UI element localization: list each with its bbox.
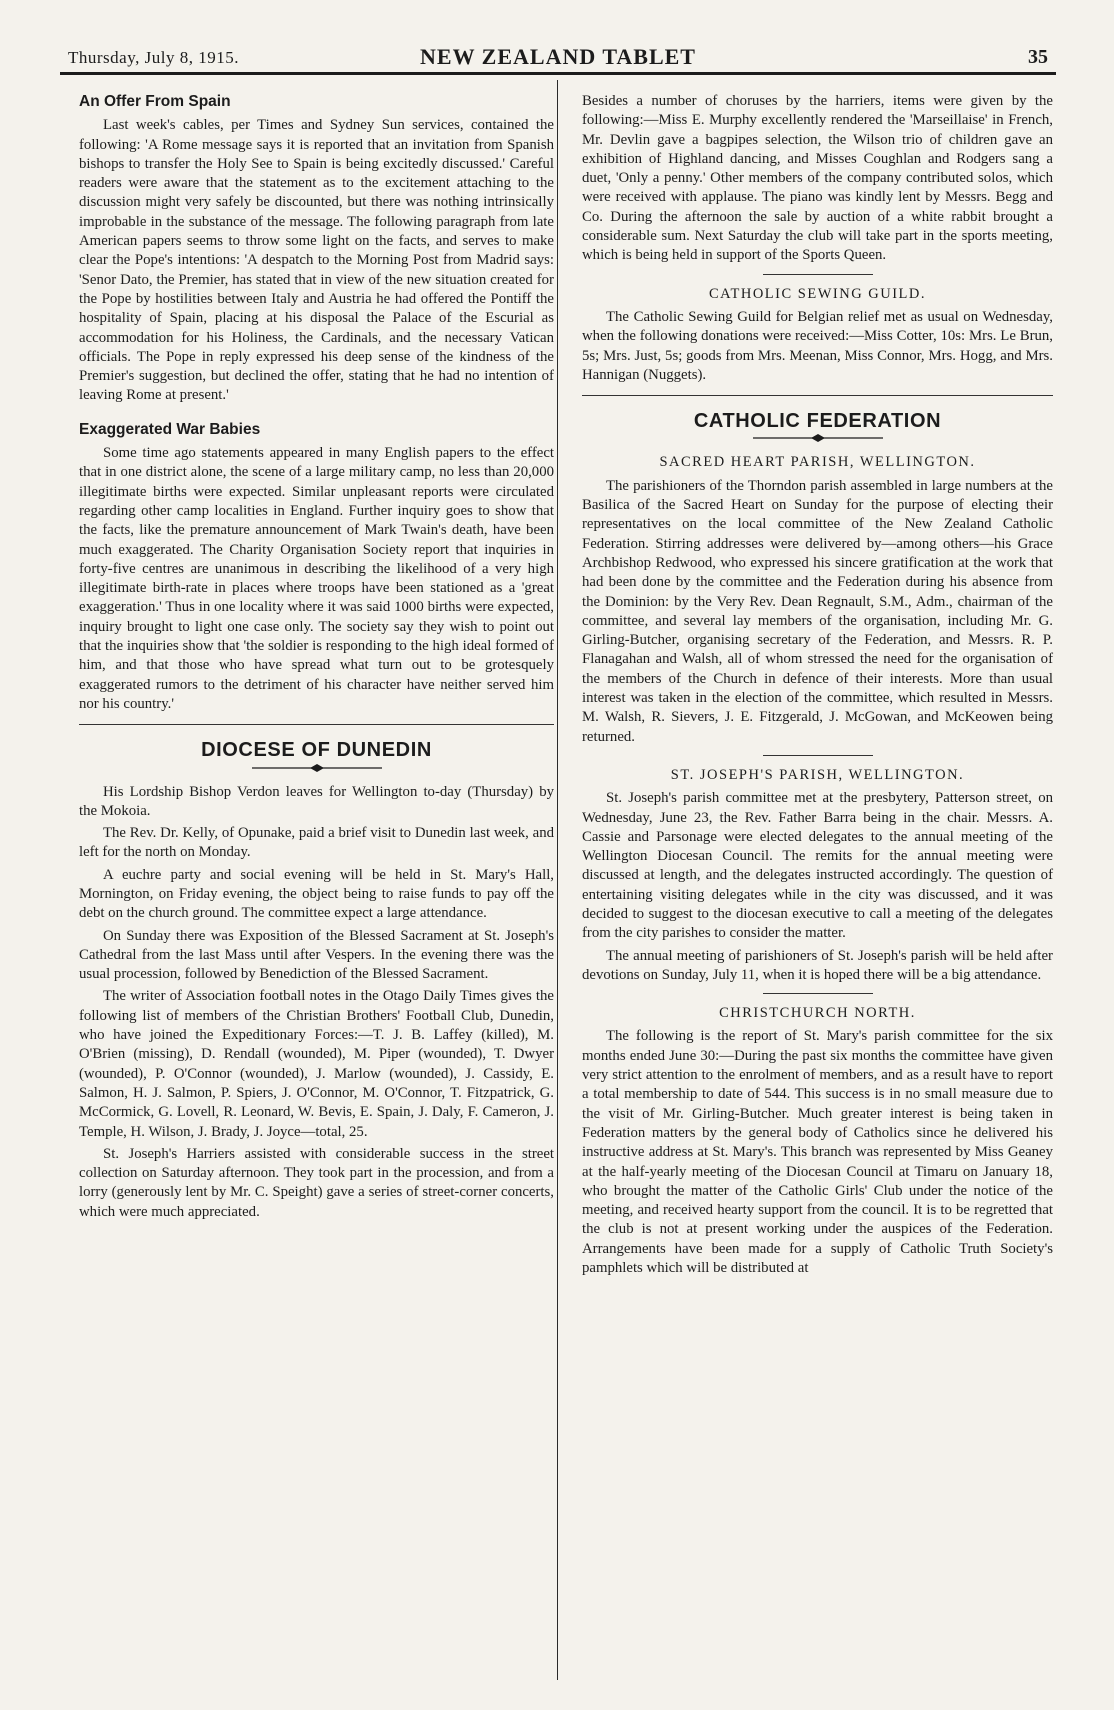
dunedin-paragraph: St. Joseph's Harriers assisted with considerable success in the street collection on Saturday afternoon. They took part in the procession, and from a lorry (generously lent by Mr. C. Speight) gave a series of street-corner concerts, which were much appreciated. xyxy=(79,1145,554,1220)
offer-from-spain-heading: An Offer From Spain xyxy=(79,93,231,110)
christchurch-north-paragraph: The following is the report of St. Mary's parish committee for the six months ended June 30:—During the past six months the committee have given very strict attention to the enrolment of members, and as a result have to report a total membership to date of 544. This success is in no small measure due to the visit of Mr. Girling-Butcher. Much greater interest is being taken in Federation matters by the general body of Catholics since he delivered his instructive address at St. Mary's. This branch was represented by Miss Geaney at the half-yearly meeting of the Diocesan Council at Timaru on January 18, who brought the matter of the Catholic Girls' Club under the notice of the meeting, and received hearty support from the council. It is to be regretted that the club is not at present working under the auspices of the Federation. Arrangements have been made for a supply of Catholic Truth Society's pamphlets which will be distributed at xyxy=(582,1028,1053,1277)
diocese-of-dunedin-heading: DIOCESE OF DUNEDIN xyxy=(201,739,432,762)
sacred-heart-heading: SACRED HEART PARISH, WELLINGTON. xyxy=(659,454,976,471)
dunedin-paragraph: The Rev. Dr. Kelly, of Opunake, paid a brief visit to Dunedin last week, and left for the north on Monday. xyxy=(79,825,554,861)
catholic-federation-heading: CATHOLIC FEDERATION xyxy=(693,410,942,433)
right-column xyxy=(582,92,1053,1281)
left-column xyxy=(79,92,554,1225)
page-number: 35 xyxy=(1028,46,1048,68)
st-joseph-paragraph: St. Joseph's parish committee met at the presbytery, Patterson street, on Wednesday, June 23, the Rev. Father Barra being in the chair. Messrs. A. Cassie and Parsonage were elected delegates to the annual meeting of the Wellington Diocesan Council. The remits for the annual meeting were discussed at length, and the delegates instructed accordingly. The question of entertaining visiting delegates while in the city was discussed, and it was decided to suggest to the diocesan executive to call a meeting of the delegates from the city parishes to consider the matter. xyxy=(582,790,1053,942)
masthead: NEW ZEALAND TABLET xyxy=(420,44,696,69)
dunedin-paragraph: The writer of Association football notes in the Otago Daily Times gives the following list of members of the Christian Brothers' Football Club, Dunedin, who have joined the Expeditionary Forces:—T. J. B. Laffey (killed), M. O'Brien (missing), D. Rendall (wounded), M. Piper (wounded), T. Dwyer (wounded), P. O'Connor (wounded), J. Marlow (wounded), J. Cassidy, E. Salmon, H. J. Salmon, P. Spiers, J. O'Connor, M. O'Connor, T. Fitzpatrick, G. McCormick, G. Lovell, R. Leonard, W. Bevis, E. Spain, J. Daly, F. Cameron, J. Temple, H. Wilson, J. Brady, J. Joyce—total, 25. xyxy=(79,988,554,1140)
sewing-guild-heading: CATHOLIC SEWING GUILD. xyxy=(708,285,927,302)
column-divider xyxy=(557,80,558,1680)
section-rule xyxy=(763,755,873,756)
war-babies-heading: Exaggerated War Babies xyxy=(79,420,261,438)
section-rule xyxy=(79,724,554,725)
section-rule xyxy=(763,993,873,994)
sewing-guild-paragraph: The Catholic Sewing Guild for Belgian relief met as usual on Wednesday, when the following donations were received:—Miss Cotter, 10s: Mrs. Le Brun, 5s; Mrs. Just, 5s; goods from Mrs. Meenan, Miss Connor, Mrs. Hogg, and Mrs. Hannigan (Nuggets). xyxy=(582,308,1053,383)
heading-ornament-icon xyxy=(252,763,382,773)
heading-ornament-icon xyxy=(753,433,883,443)
section-rule xyxy=(582,395,1053,396)
st-joseph-heading: ST. JOSEPH'S PARISH, WELLINGTON. xyxy=(670,766,965,783)
sacred-heart-paragraph: The parishioners of the Thorndon parish assembled in large numbers at the Basilica of the Sacred Heart on Sunday for the purpose of electing their representatives on the local committee of the New Zealand Catholic Federation. Stirring addresses were delivered by—among others—his Grace Archbishop Redwood, who expressed his sincere gratification at the work that had been done by the committee and the Federation during his absence from the Dominion: by the Very Rev. Dean Regnault, S.M., Adm., chairman of the committee, and several lay members of the organisation, including Mr. G. Girling-Butcher, organising secretary of the Federation, and Messrs. R. P. Flanagahan and Walsh, all of whom stressed the need for the organisation of the members of the Church in defence of their interests. More than usual interest was taken in the election of the committee, which resulted in Messrs. M. Walsh, R. Sievers, J. E. Fitzgerald, J. McGowan, and McKeowen being returned. xyxy=(582,477,1053,745)
section-rule xyxy=(763,274,873,275)
st-joseph-paragraph: The annual meeting of parishioners of St. Joseph's parish will be held after devotions on Sunday, July 11, when it is hoped there will be a big attendance. xyxy=(582,947,1053,983)
offer-from-spain-paragraph: Last week's cables, per Times and Sydney Sun services, contained the following: 'A Rome message says it is reported that an invitation from Spanish bishops to transfer the Holy See to Spain is being excitedly discussed.' Careful readers were aware that the statement as to the excitement attaching to the discussion might very safely be discounted, but there was nothing intrinsically improbable in the substance of the message. The following paragraph from late American papers seems to throw some light on the facts, and serves to make clear the Pope's intentions: 'A despatch to the Morning Post from Madrid says: 'Senor Dato, the Premier, has stated that in view of the new situation created for the Pope by hostilities between Italy and Austria he had offered the Pontiff the hospitality of Spain, placing at his disposal the Palace of the Escurial as accommodation for his Holiness, the Cardinals, and the necessary Vatican officials. The Pope in reply expressed his deep sense of the kindness of the Premier's suggestion, but declined the offer, stating that he had no intention of leaving Rome at present.' xyxy=(79,117,554,404)
dunedin-paragraph: His Lordship Bishop Verdon leaves for Wellington to-day (Thursday) by the Mokoia. xyxy=(79,783,554,819)
harriers-continued-paragraph: Besides a number of choruses by the harriers, items were given by the following:—Miss E. Murphy excellently rendered the 'Marseillaise' in French, Mr. Devlin gave a bagpipes selection, the Wilson trio of children gave an exhibition of Highland dancing, and Misses Coughlan and Rodgers sang a duet, 'Only a penny.' Other members of the company contributed solos, which were received with applause. The piano was kindly lent by Messrs. Begg and Co. During the afternoon the sale by auction of a white rabbit brought a considerable sum. Next Saturday the club will take part in the sports meeting, which is being held in support of the Sports Queen. xyxy=(582,93,1053,264)
issue-date: Thursday, July 8, 1915. xyxy=(68,48,239,67)
war-babies-paragraph: Some time ago statements appeared in many English papers to the effect that in one district alone, the scene of a large military camp, no less than 20,000 illegitimate births were expected. Similar unpleasant reports were circulated regarding other camp localities in England. Further inquiry goes to show that the facts, like the premature announcement of Mark Twain's death, have been much exaggerated. The Charity Organisation Society report that inquiries in forty-five centres are unanimous in describing the likelihood of a very high illegitimate birth-rate in places where troops have been stationed as a 'great exaggeration.' Thus in one locality where it was said 1000 births were expected, inquiry brought to light one case only. The society say they wish to point out that the inquiries show that 'the soldier is responding to the high ideal formed of him, and that those who have spread what turn out to be grotesquely exaggerated rumors to the detriment of his character have neither served him nor his country.' xyxy=(79,445,554,712)
page-header xyxy=(60,42,1056,75)
dunedin-paragraph: A euchre party and social evening will be held in St. Mary's Hall, Mornington, on Friday evening, the object being to raise funds to pay off the debt on the church ground. The committee expect a large attendance. xyxy=(79,866,554,922)
dunedin-paragraph: On Sunday there was Exposition of the Blessed Sacrament at St. Joseph's Cathedral from the last Mass until after Vespers. In the evening there was the usual procession, followed by Benediction of the Blessed Sacrament. xyxy=(79,927,554,983)
christchurch-north-heading: CHRISTCHURCH NORTH. xyxy=(719,1005,916,1022)
